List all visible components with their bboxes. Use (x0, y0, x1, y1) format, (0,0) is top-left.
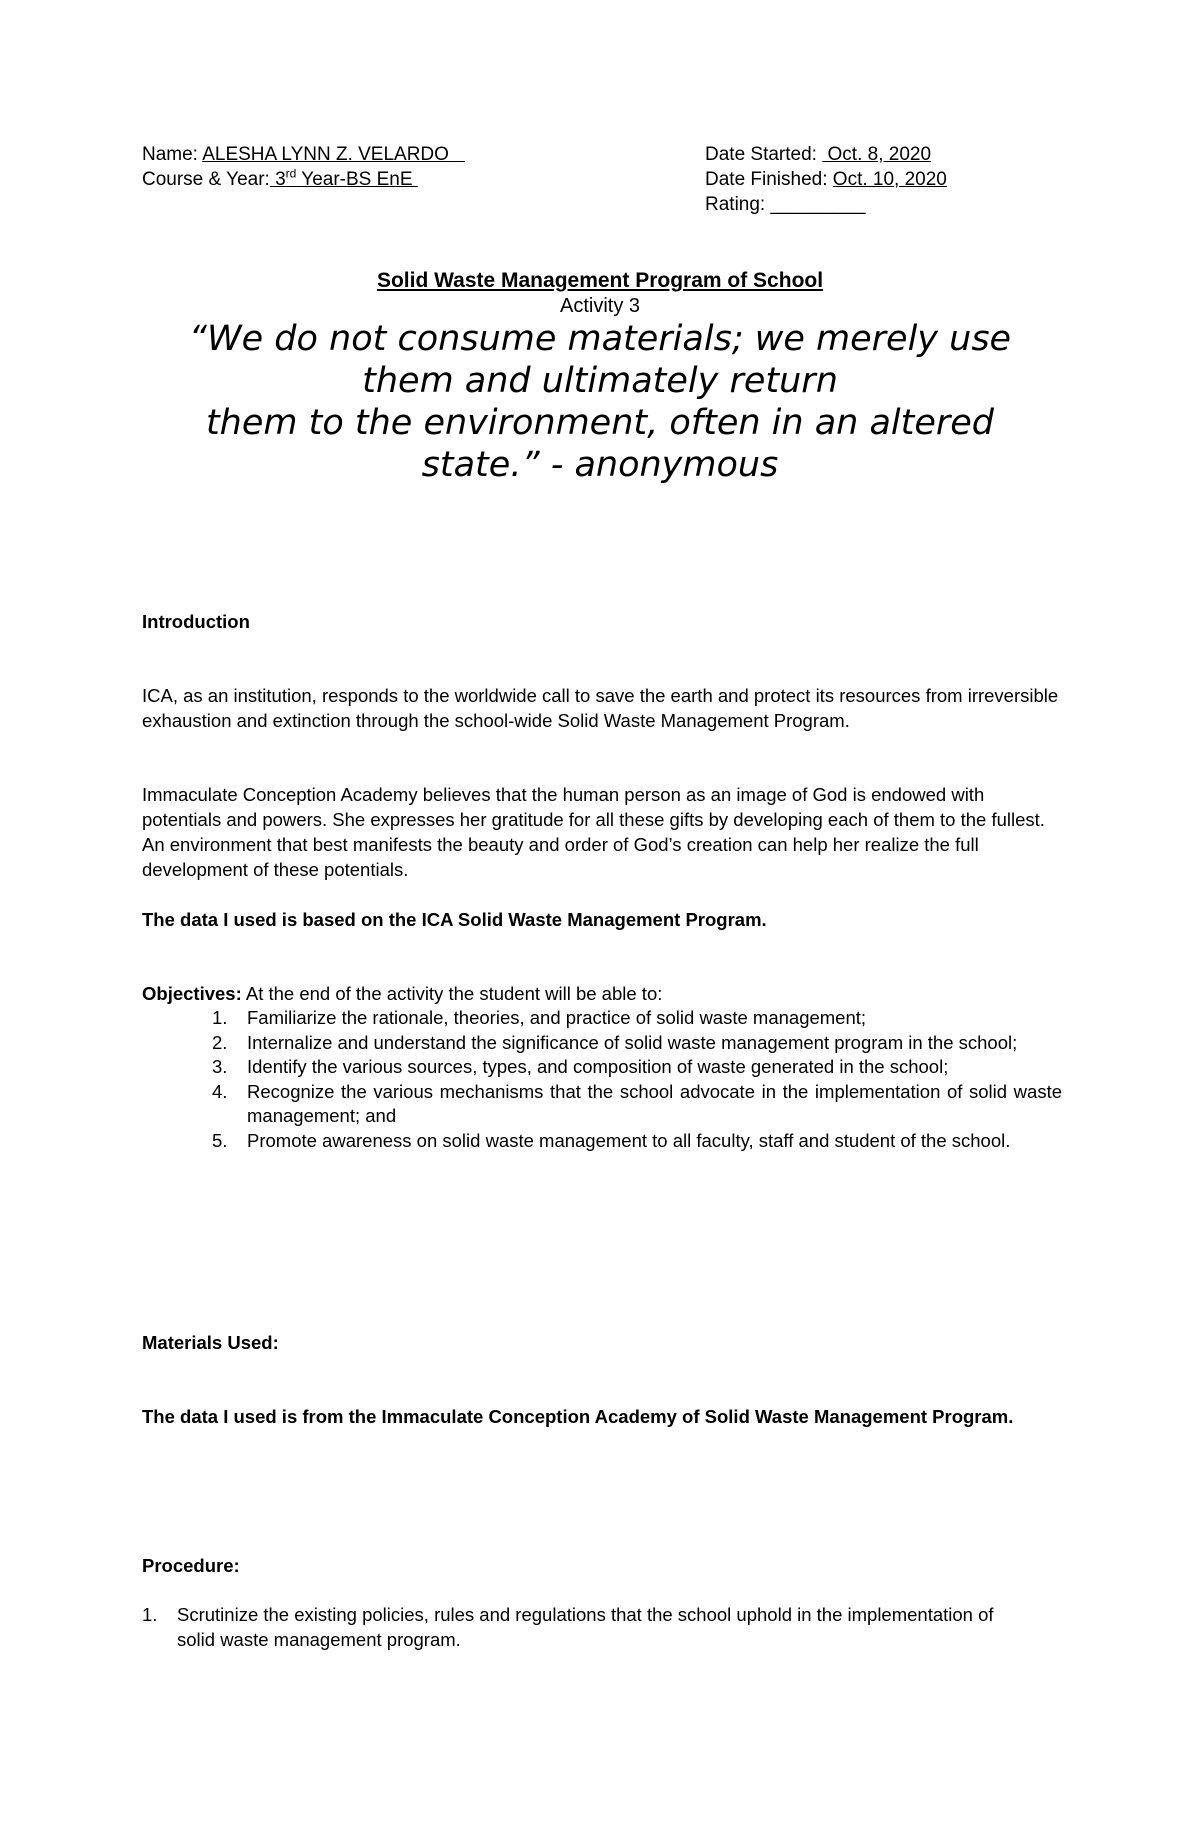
list-item: 3. Identify the various sources, types, and composition of waste generated in the school; (212, 1056, 949, 1077)
rating-value: _________ (770, 194, 866, 215)
name-value: ALESHA LYNN Z. VELARDO (202, 144, 449, 165)
materials-heading: Materials Used: (142, 1332, 279, 1353)
objectives-list (142, 1006, 1062, 1153)
quote-line-4: state.” - anonymous (421, 445, 779, 485)
data-source-note: The data I used is based on the ICA Solid Waste Management Program. (142, 909, 767, 930)
name-line (142, 143, 465, 167)
date-finished-line (705, 168, 947, 192)
objectives-intro (142, 981, 1062, 1006)
date-started-label: Date Started: (705, 144, 817, 165)
introduction-paragraph-2: Immaculate Conception Academy believes that the human person as an image of God is endowed with potentials and powers. She expresses her gratitude for all these gifts by developing each of them to the fullest. An environment that best manifests the beauty and order of God’s creation can help her realize the full development of these potentials. (142, 784, 1045, 880)
list-item: 1. Scrutinize the existing policies, rules and regulations that the school uphold in the implementation of solid waste management program. (142, 1604, 994, 1650)
rating-label: Rating: (705, 194, 766, 215)
materials-text: The data I used is from the Immaculate Conception Academy of Solid Waste Management Program. (142, 1406, 1014, 1427)
objectives-label: Objectives: (142, 983, 242, 1004)
objectives-intro-text: At the end of the activity the student will be able to: (241, 983, 663, 1004)
procedure-list (142, 1603, 1022, 1652)
quote-line-1: “We do not consume materials; we merely use (188, 319, 1012, 359)
date-finished-value: Oct. 10, 2020 (832, 169, 947, 190)
name-label: Name: (142, 144, 198, 165)
list-item: 2. Internalize and understand the significance of solid waste management program in the school; (212, 1031, 1018, 1053)
date-started-value: Oct. 8, 2020 (827, 144, 932, 165)
introduction-paragraph-1: ICA, as an institution, responds to the worldwide call to save the earth and protect its resources from irreversible exhaustion and extinction through the school-wide Solid Waste Management Program. (142, 685, 1059, 731)
course-value: 3rd Year-BS EnE (269, 166, 413, 190)
list-item: 1. Familiarize the rationale, theories, and practice of solid waste management; (212, 1007, 867, 1028)
list-item: 4. Recognize the various mechanisms that the school advocate in the implementation of solid waste management; and (212, 1080, 1062, 1126)
rating-line (705, 193, 866, 217)
course-line (142, 168, 418, 192)
procedure-heading: Procedure: (142, 1555, 240, 1576)
activity-label: Activity 3 (559, 295, 641, 317)
list-item: 5. Promote awareness on solid waste management to all faculty, staff and student of the school. (212, 1129, 1011, 1151)
quote-line-2: them and ultimately return (362, 361, 838, 401)
date-finished-label: Date Finished: (705, 169, 828, 190)
introduction-heading: Introduction (142, 611, 250, 632)
epigraph-quote (0, 318, 1200, 486)
date-started-line (705, 143, 931, 167)
document-title: Solid Waste Management Program of School (376, 269, 824, 292)
course-label: Course & Year: (142, 169, 270, 190)
quote-line-3: them to the environment, often in an altered (205, 403, 995, 443)
